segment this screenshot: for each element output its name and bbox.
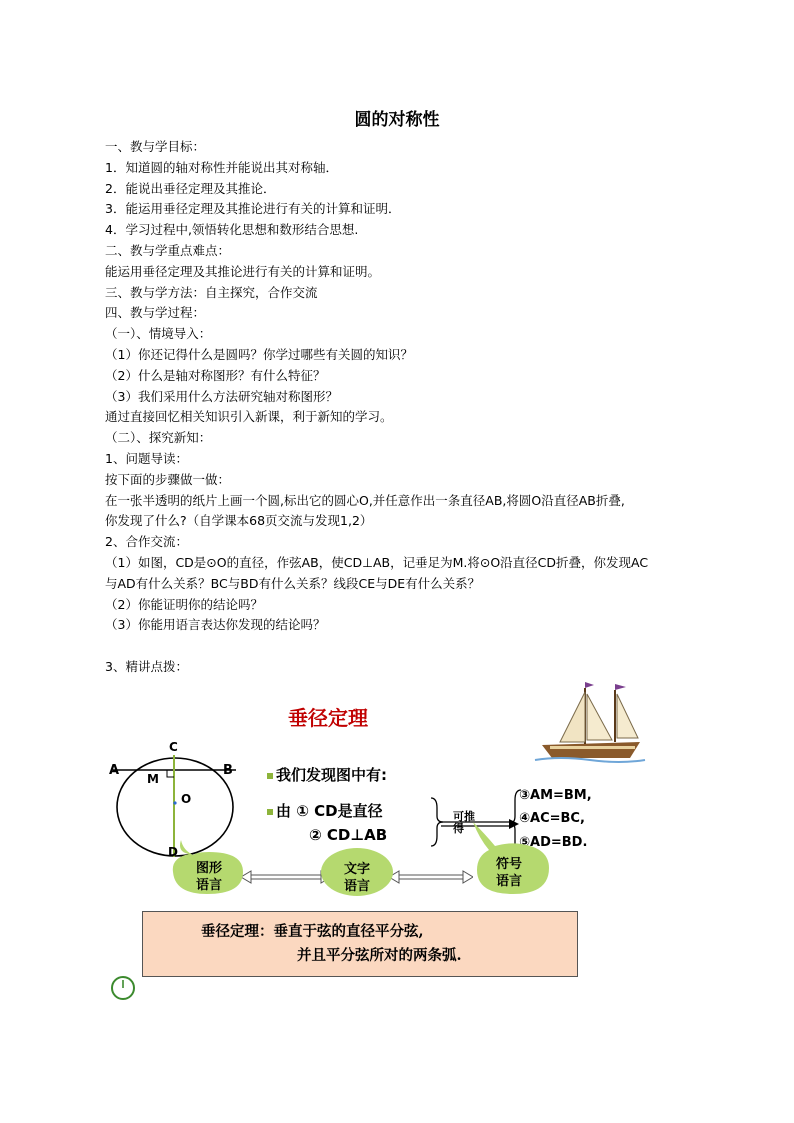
condition-line-2: ② CD⊥AB <box>309 826 388 844</box>
bubble-right-text: 符号 语言 <box>495 857 522 889</box>
text-line: （1）如图，CD是⊙O的直径，作弦AB，使CD⊥AB，记垂足为M.将⊙O沿直径CD折叠，你发现AC <box>105 554 649 570</box>
text-line: 4．学习过程中,领悟转化思想和数形结合思想. <box>105 222 359 238</box>
text-line: （二）、探究新知： <box>105 430 212 446</box>
bubble-left-text: 图形 语言 <box>195 861 222 893</box>
label-o: O <box>181 792 192 806</box>
result-3: ③AM=BM, <box>519 788 592 803</box>
text-line: （3）你能用语言表达你发现的结论吗？ <box>105 617 326 633</box>
text-line: 你发现了什么?（自学课本68页交流与发现1,2） <box>105 513 373 529</box>
bubble-mid-text: 文字 语言 <box>343 862 370 894</box>
label-c: C <box>169 740 178 754</box>
text-line: （3）我们采用什么方法研究轴对称图形？ <box>105 388 338 404</box>
text-line: 3．能运用垂径定理及其推论进行有关的计算和证明． <box>105 201 401 217</box>
text-line: 能运用垂径定理及其推论进行有关的计算和证明。 <box>105 263 381 279</box>
text-line: 在一张半透明的纸片上画一个圆,标出它的圆心O,并任意作出一条直径AB,将圆O沿直径AB折叠, <box>105 492 625 508</box>
text-line: 2．能说出垂径定理及其推论． <box>105 180 276 196</box>
derive-label-2: 得 <box>453 822 464 835</box>
page-title: 圆的对称性 <box>354 110 440 130</box>
text-line: 1．知道圆的轴对称性并能说出其对称轴． <box>105 159 338 175</box>
text-line: 四、教与学过程： <box>105 305 206 321</box>
text-line <box>105 636 705 657</box>
sailboat-image <box>530 680 650 770</box>
text-line: （2）你能证明你的结论吗？ <box>105 596 263 612</box>
theorem-figure <box>105 680 665 1000</box>
text-line: （2）什么是轴对称图形？有什么特征？ <box>105 367 326 383</box>
figure-heading: 垂径定理 <box>288 706 368 730</box>
text-line: 与AD有什么关系？BC与BD有什么关系？线段CE与DE有什么关系？ <box>105 575 481 591</box>
bullet-square-icon <box>267 809 273 815</box>
label-d: D <box>168 845 178 859</box>
text-line: 二、教与学重点难点： <box>105 242 231 258</box>
theorem-line-1: 垂径定理：垂直于弦的直径平分弦, <box>201 923 424 940</box>
text-line: 2、合作交流： <box>105 534 188 550</box>
label-a: A <box>109 763 120 778</box>
found-line: 我们发现图中有: <box>267 764 387 785</box>
bullet-square-icon <box>267 773 273 779</box>
condition-line-1: 由 ① CD是直径 <box>267 800 383 821</box>
double-arrow-icon <box>389 870 473 884</box>
text-line: （一）、情境导入： <box>105 326 212 342</box>
text-line: 一、教与学目标： <box>105 139 206 154</box>
label-b: B <box>223 763 233 778</box>
text-line: （1）你还记得什么是圆吗？你学过哪些有关圆的知识？ <box>105 346 413 362</box>
text-line: 按下面的步骤做一做： <box>105 471 231 487</box>
lesson-text <box>105 137 705 678</box>
text-line: 通过直接回忆相关知识引入新课，利于新知的学习。 <box>105 409 393 425</box>
derive-label-1: 可推 <box>453 810 475 823</box>
result-4: ④AC=BC, <box>519 811 585 826</box>
text-line: 3、精讲点拨： <box>105 658 188 674</box>
label-m: M <box>147 772 159 786</box>
theorem-line-2: 并且平分弦所对的两条弧. <box>297 947 462 964</box>
result-5: ⑤AD=BD. <box>519 835 588 850</box>
clock-icon <box>108 975 138 1001</box>
text-line: 三、教与学方法：自主探究，合作交流 <box>105 284 318 300</box>
text-line: 1、问题导读： <box>105 450 188 466</box>
